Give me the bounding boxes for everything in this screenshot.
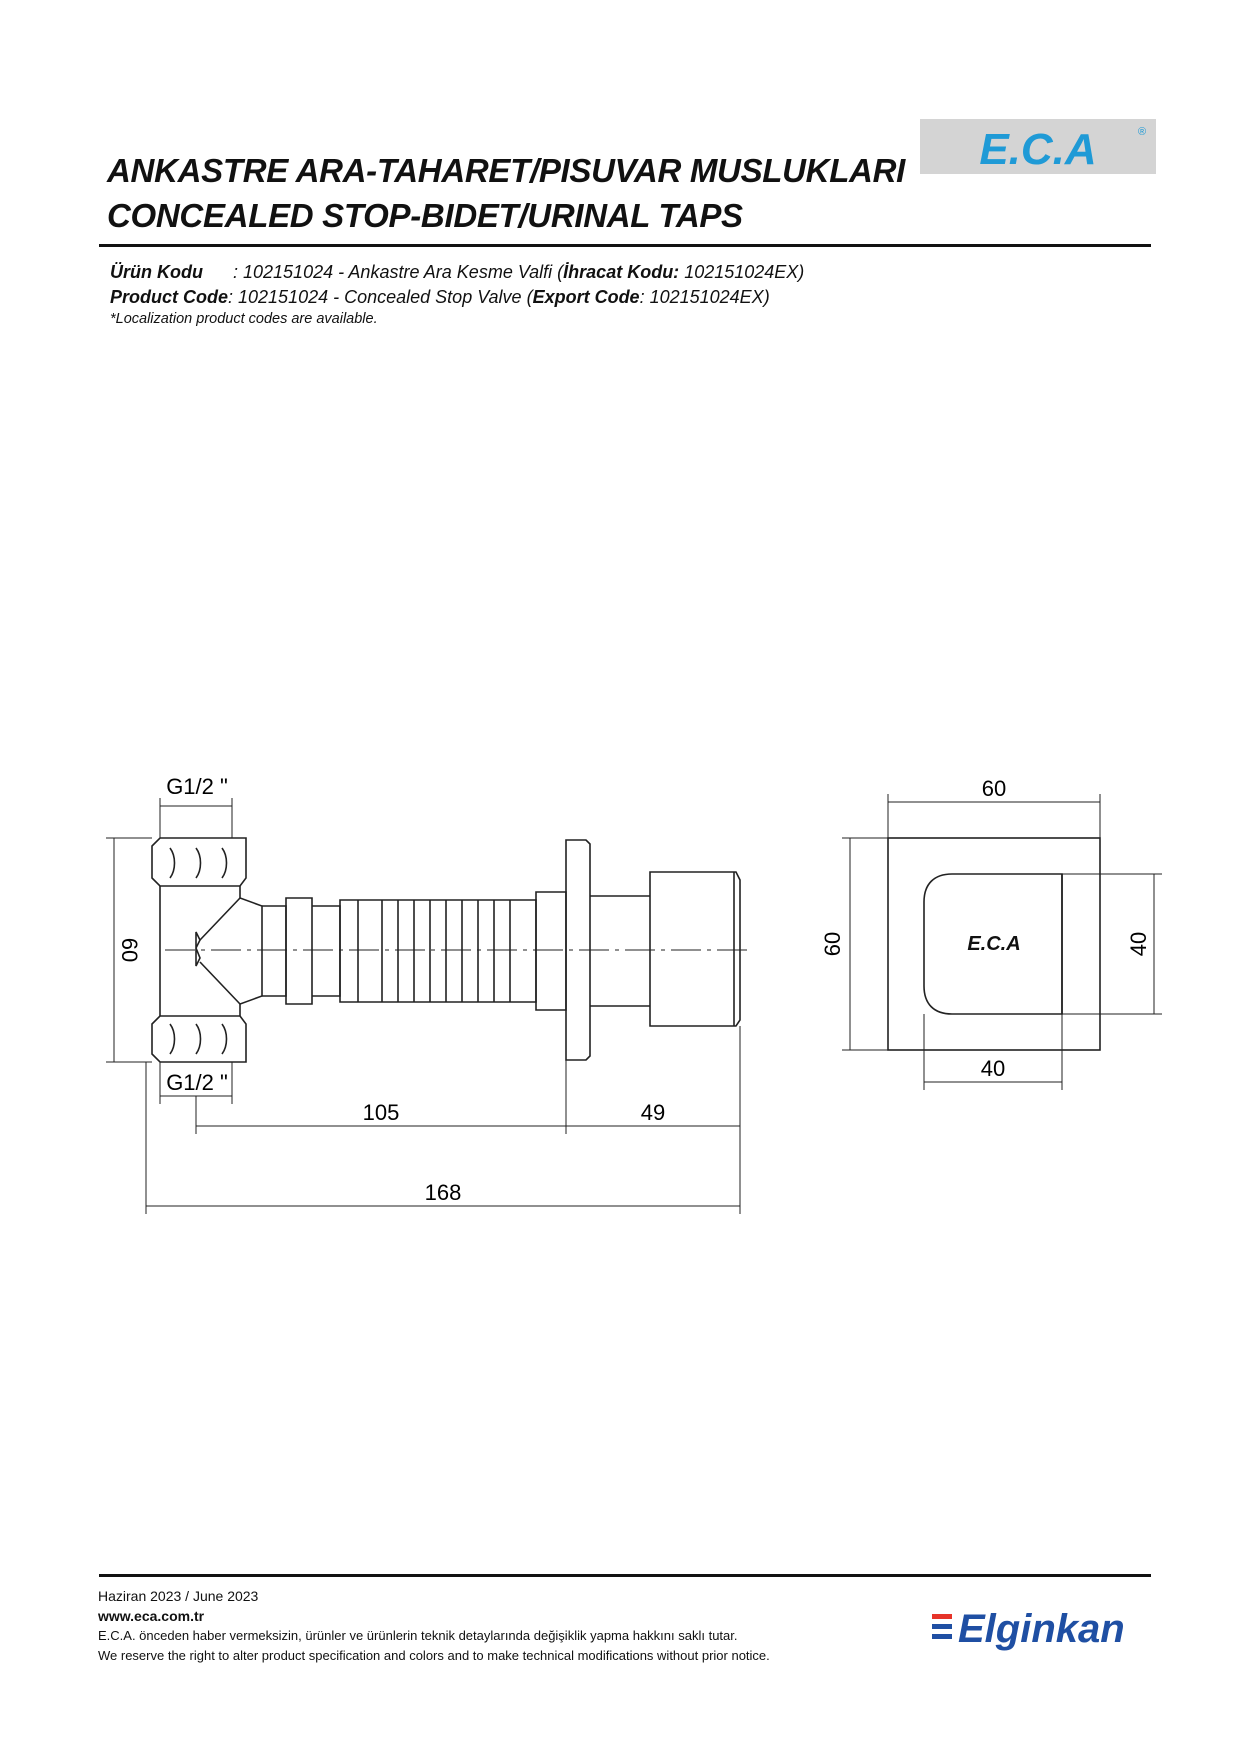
eca-logo-text: E.C.A [979,125,1097,174]
front-knob-logo: E.C.A [967,933,1021,955]
footer-website[interactable]: www.eca.com.tr [98,1608,205,1624]
top-nut [152,838,246,886]
extension-nut [536,892,566,1010]
export-code-tr-label: İhracat Kodu: [563,262,680,282]
title-english: CONCEALED STOP-BIDET/URINAL TAPS [107,197,743,234]
footer-rule [99,1574,1151,1577]
export-code-en-value: : 102151024EX) [639,287,770,307]
handle-knob [650,872,740,1026]
export-code-en-label: Export Code [532,287,640,307]
elginkan-logo [930,1600,1150,1656]
dim-thread-top: G1/2 " [166,774,228,799]
dim-knob-height: 40 [1126,931,1151,957]
valve-seat [200,898,240,1004]
elginkan-logo-text: Elginkan [958,1607,1125,1651]
spindle-collar [286,898,312,1004]
handle-shaft [590,896,650,1006]
footer-date: Haziran 2023 / June 2023 [98,1588,259,1604]
elginkan-logo-icon [930,1600,1150,1656]
dim-length-body: 105 [362,1100,400,1125]
dim-knob-width: 40 [980,1056,1006,1081]
registered-mark: ® [1137,126,1147,138]
dim-length-handle: 49 [640,1100,666,1125]
product-code-en-label: Product Code [110,287,229,307]
dim-thread-bottom: G1/2 " [166,1070,228,1095]
top-nut-facets [170,848,227,878]
product-code-tr-sep: : [202,262,243,282]
title-turkish: ANKASTRE ARA-TAHARET/PISUVAR MUSLUKLARI [107,152,905,189]
body-neck [262,906,286,996]
dim-length-total: 168 [424,1180,462,1205]
bottom-nut [152,1016,246,1062]
product-code-en-value: : 102151024 - Concealed Stop Valve ( [228,287,533,307]
dim-height-left: 60 [117,937,142,963]
export-code-tr-value: 102151024EX) [679,262,805,282]
threaded-extension [340,900,536,1002]
product-code-tr-value: 102151024 - Ankastre Ara Kesme Valfi ( [243,262,564,282]
dim-plate-height: 60 [820,931,845,957]
footer-disclaimer-tr: E.C.A. önceden haber vermeksizin, ürünler ve ürünlerin teknik detaylarında değişiklik yapma hakkını saklı tutar. [98,1628,738,1643]
bottom-nut-facets [170,1024,227,1054]
localization-note: *Localization product codes are available. [110,311,378,327]
dim-plate-width: 60 [981,776,1007,801]
valve-cone [196,932,200,966]
product-code-tr-label: Ürün Kodu [110,262,203,282]
spindle-section [312,906,340,996]
thread-grooves [358,900,510,1002]
footer-disclaimer-en: We reserve the right to alter product specification and colors and to make technical modifications without prior notice. [98,1648,770,1663]
valve-body [160,886,262,1016]
